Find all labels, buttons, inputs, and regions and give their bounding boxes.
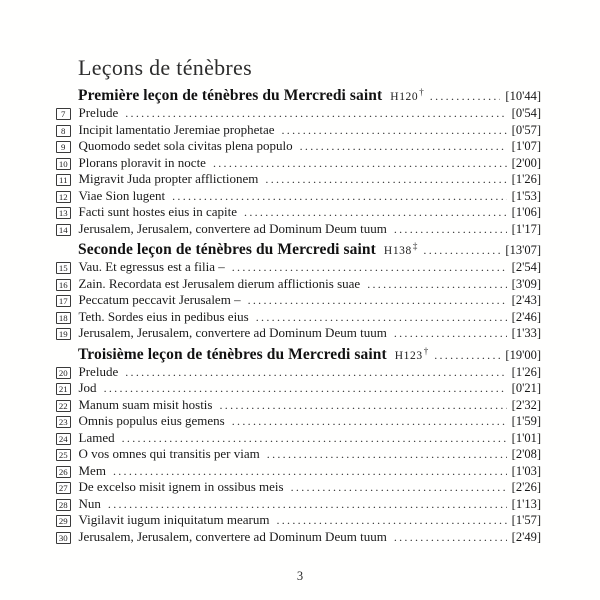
track-number-badge: 30 — [56, 532, 71, 544]
dot-leader — [267, 446, 507, 463]
dot-leader — [265, 171, 506, 188]
track-duration: [0'57] — [511, 122, 541, 137]
dot-leader — [430, 87, 501, 105]
track-duration: [0'54] — [511, 106, 541, 120]
track-number-badge: 11 — [56, 174, 71, 186]
track-row — [56, 138, 541, 155]
track-number-badge: 28 — [56, 499, 71, 511]
track-duration: [2'08] — [511, 447, 541, 461]
dot-leader — [232, 413, 507, 430]
dot-leader — [108, 496, 507, 513]
track-duration: [2'54] — [511, 260, 541, 274]
track-row — [56, 512, 541, 529]
dot-leader — [219, 397, 506, 414]
track-title: Jod — [78, 380, 97, 395]
dot-leader — [248, 292, 507, 309]
track-title: Jerusalem, Jerusalem, convertere ad Dominum Deum tuum — [78, 528, 387, 544]
track-duration: [2'49] — [511, 529, 541, 544]
track-number-badge: 15 — [56, 262, 71, 274]
track-row — [56, 259, 541, 276]
track-number-badge: 21 — [56, 383, 71, 395]
track-title: Mem — [78, 462, 106, 478]
track-duration: [1'53] — [511, 188, 541, 203]
track-title: Vau. Et egressus est a filia – — [78, 259, 225, 274]
track-number-badge: 24 — [56, 433, 71, 445]
track-title: Viae Sion lugent — [78, 187, 166, 203]
track-row — [56, 155, 541, 172]
track-list — [56, 87, 541, 545]
track-row — [56, 479, 541, 496]
page-title: Leçons de ténèbres — [78, 55, 252, 80]
dot-leader — [276, 512, 506, 529]
track-number-badge: 16 — [56, 279, 71, 291]
dot-leader — [394, 529, 507, 546]
section-duration: [19'00] — [505, 347, 541, 362]
track-duration: [2'26] — [511, 480, 541, 494]
track-title: Manum suam misit hostis — [78, 396, 213, 412]
track-row — [56, 309, 541, 326]
page-number: 3 — [296, 569, 304, 583]
dot-leader — [172, 188, 507, 205]
track-duration: [1'13] — [511, 496, 541, 511]
track-title: Peccatum peccavit Jerusalem – — [78, 292, 241, 307]
track-row — [56, 397, 541, 414]
track-row — [56, 364, 541, 381]
track-title: Migravit Juda propter afflictionem — [78, 171, 259, 186]
track-title: Nun — [78, 495, 101, 511]
track-number-badge: 19 — [56, 328, 71, 340]
catalog-number: H138 — [383, 245, 412, 257]
track-title: Incipit lamentatio Jeremiae prophetae — [78, 121, 275, 137]
track-number-badge: 25 — [56, 449, 71, 461]
dot-leader — [394, 325, 507, 342]
track-row — [56, 204, 541, 221]
track-duration: [1'07] — [511, 139, 541, 153]
track-title: Plorans ploravit in nocte — [78, 154, 206, 170]
track-duration: [1'26] — [511, 364, 541, 379]
dot-leader — [394, 221, 507, 238]
track-row — [56, 122, 541, 139]
track-number-badge: 27 — [56, 482, 71, 494]
track-number-badge: 23 — [56, 416, 71, 428]
track-duration: [2'43] — [511, 293, 541, 307]
dot-leader — [244, 204, 507, 221]
section-header: Première leçon de ténèbres du Mercredi saint H120 † ..... [10'44] — [78, 87, 541, 105]
section-duration: [10'44] — [505, 89, 541, 103]
dot-leader — [122, 430, 507, 447]
track-title: Jerusalem, Jerusalem, convertere ad Dominum Deum tuum — [78, 220, 387, 236]
dot-leader — [300, 138, 507, 155]
track-row — [56, 276, 541, 293]
track-title: O vos omnes qui transitis per viam — [78, 446, 260, 461]
track-number-badge: 26 — [56, 466, 71, 478]
track-number-badge: 20 — [56, 367, 71, 379]
track-title: Prelude — [78, 105, 119, 120]
section-duration: [13'07] — [505, 243, 541, 257]
dot-leader — [125, 105, 506, 122]
track-row — [56, 171, 541, 188]
track-number-badge: 22 — [56, 400, 71, 412]
section-header: Troisième leçon de ténèbres du Mercredi saint H123 † ..... [19'00] — [78, 346, 541, 364]
section-header: Seconde leçon de ténèbres du Mercredi saint H138 ‡ ..... [13'07] — [78, 241, 541, 259]
track-duration: [1'26] — [511, 172, 541, 186]
track-title: Zain. Recordata est Jerusalem dierum afflictionis suae — [78, 275, 361, 291]
dot-leader — [434, 346, 500, 364]
track-row — [56, 292, 541, 309]
track-title: Teth. Sordes eius in pedibus eius — [78, 308, 249, 324]
dot-leader — [367, 276, 506, 293]
track-duration: [1'17] — [511, 221, 541, 236]
track-duration: [1'33] — [511, 326, 541, 340]
track-title: Vigilavit iugum iniquitatum mearum — [78, 512, 270, 527]
track-number-badge: 14 — [56, 224, 71, 236]
track-title: Omnis populus eius gemens — [78, 413, 225, 428]
track-row — [56, 496, 541, 513]
track-number-badge: 18 — [56, 312, 71, 324]
track-row — [56, 529, 541, 546]
track-duration: [1'59] — [511, 414, 541, 428]
track-number-badge: 17 — [56, 295, 71, 307]
track-duration: [0'21] — [511, 381, 541, 395]
track-title: De excelso misit ignem in ossibus meis — [78, 479, 284, 494]
track-duration: [2'32] — [511, 397, 541, 412]
track-title: Facti sunt hostes eius in capite — [78, 204, 238, 219]
track-duration: [1'06] — [511, 205, 541, 219]
track-row — [56, 325, 541, 342]
track-title: Lamed — [78, 429, 115, 445]
section-heading: Première leçon de ténèbres du Mercredi saint — [78, 87, 383, 104]
dot-leader — [256, 309, 507, 326]
track-row — [56, 463, 541, 480]
track-row — [56, 430, 541, 447]
track-number-badge: 29 — [56, 515, 71, 527]
track-duration: [1'01] — [511, 430, 541, 445]
section-heading: Troisième leçon de ténèbres du Mercredi saint — [78, 345, 387, 363]
track-duration: [2'46] — [511, 309, 541, 324]
track-number-badge: 13 — [56, 207, 71, 219]
track-duration: [2'00] — [511, 155, 541, 170]
dot-leader — [104, 380, 507, 397]
track-row — [56, 188, 541, 205]
dot-leader — [125, 364, 506, 381]
track-duration: [1'57] — [511, 513, 541, 527]
dot-leader — [232, 259, 507, 276]
track-title: Jerusalem, Jerusalem, convertere ad Dominum Deum tuum — [78, 325, 387, 340]
track-row — [56, 380, 541, 397]
track-duration: [3'09] — [511, 276, 541, 291]
catalog-number: H123 — [394, 349, 423, 362]
track-number-badge: 12 — [56, 191, 71, 203]
dot-leader — [423, 241, 500, 259]
track-row — [56, 446, 541, 463]
dot-leader — [291, 479, 507, 496]
track-number-badge: 8 — [56, 125, 71, 137]
track-title: Quomodo sedet sola civitas plena populo — [78, 138, 293, 153]
catalog-number: H120 — [390, 91, 419, 103]
track-number-badge: 7 — [56, 108, 71, 120]
track-duration: [1'03] — [511, 463, 541, 478]
track-row — [56, 413, 541, 430]
track-row — [56, 221, 541, 238]
section-heading: Seconde leçon de ténèbres du Mercredi saint — [78, 241, 376, 258]
track-title: Prelude — [78, 363, 119, 379]
dot-leader — [213, 155, 507, 172]
dot-leader — [113, 463, 507, 480]
track-row — [56, 105, 541, 122]
dot-leader — [282, 122, 507, 139]
track-number-badge: 10 — [56, 158, 71, 170]
track-number-badge: 9 — [56, 141, 71, 153]
